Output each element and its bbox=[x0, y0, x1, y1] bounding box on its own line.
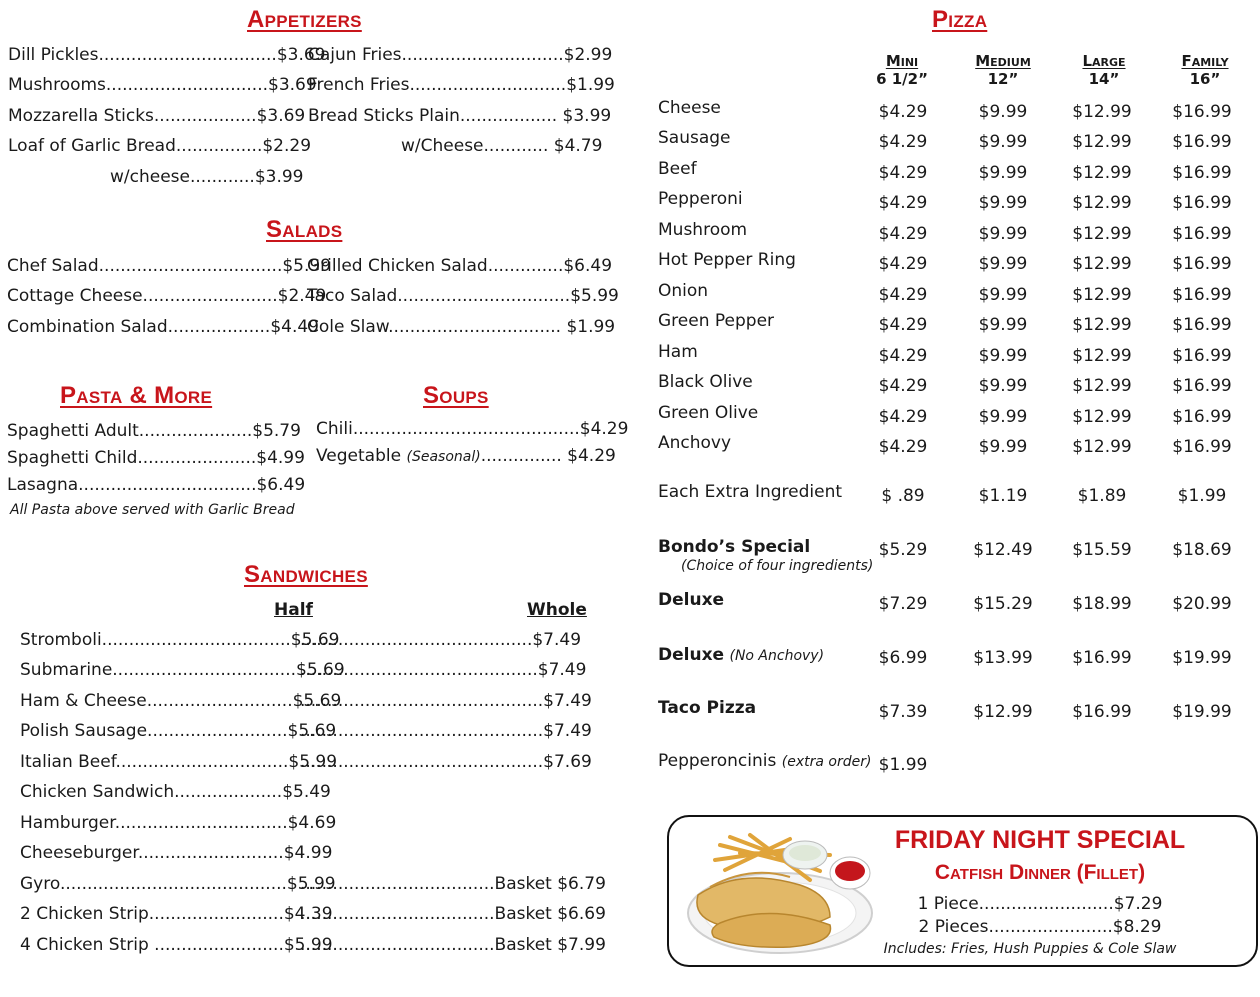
menu-item: Combination Salad...................$4.49 bbox=[7, 317, 319, 337]
size-name: Large bbox=[1082, 52, 1126, 70]
size-header-mini bbox=[852, 52, 952, 88]
price: $13.99 bbox=[973, 648, 1033, 668]
price: $12.99 bbox=[1072, 437, 1132, 457]
price: $15.59 bbox=[1072, 540, 1132, 560]
extra-ingredient-label: Each Extra Ingredient bbox=[658, 482, 843, 502]
price: $7.29 bbox=[878, 594, 928, 614]
price: $ .89 bbox=[881, 486, 925, 506]
item-note: (Seasonal) bbox=[406, 449, 481, 465]
price: $12.99 bbox=[1072, 254, 1132, 274]
item-note: (No Anchovy) bbox=[729, 648, 825, 664]
price: $4.29 bbox=[878, 437, 928, 457]
pizza-topping-name: Mushroom bbox=[658, 220, 748, 240]
sandwiches-heading: Sandwiches bbox=[244, 561, 368, 588]
price: $4.29 bbox=[878, 254, 928, 274]
item-name: Vegetable bbox=[316, 446, 407, 466]
pepperoncinis-label bbox=[658, 751, 871, 771]
price: $16.99 bbox=[1172, 102, 1232, 122]
bondo-special-label: Bondo’s Special bbox=[658, 537, 811, 557]
size-inches: 14” bbox=[1088, 70, 1120, 88]
sandwich-half: Ham & Cheese...........................$5.69 bbox=[20, 691, 342, 711]
size-inches: 16” bbox=[1189, 70, 1221, 88]
sandwich-whole: ....................................Basket $6.69 bbox=[300, 904, 606, 924]
menu-item: Chef Salad..................................$5.99 bbox=[7, 256, 332, 276]
price: $4.29 bbox=[878, 132, 928, 152]
price: $1.89 bbox=[1077, 486, 1127, 506]
price: $9.99 bbox=[978, 254, 1028, 274]
pasta-heading: Pasta & More bbox=[60, 382, 213, 409]
price: $12.99 bbox=[1072, 315, 1132, 335]
price: $16.99 bbox=[1172, 346, 1232, 366]
price: $9.99 bbox=[978, 285, 1028, 305]
price: $9.99 bbox=[978, 193, 1028, 213]
sandwich-half: Stromboli...................................$5.69 bbox=[20, 630, 340, 650]
special-title: FRIDAY NIGHT SPECIAL bbox=[894, 826, 1186, 854]
pizza-topping-name: Beef bbox=[658, 159, 697, 179]
menu-item: Mozzarella Sticks...................$3.69 bbox=[8, 106, 306, 126]
pizza-topping-name: Black Olive bbox=[658, 372, 753, 392]
price: $19.99 bbox=[1172, 648, 1232, 668]
price: $4.29 bbox=[878, 346, 928, 366]
pizza-topping-name: Ham bbox=[658, 342, 698, 362]
sandwich-half: Cheeseburger...........................$4.99 bbox=[20, 843, 333, 863]
price: $12.99 bbox=[1072, 407, 1132, 427]
price: $16.99 bbox=[1172, 163, 1232, 183]
price: $4.29 bbox=[878, 163, 928, 183]
pizza-topping-name: Anchovy bbox=[658, 433, 732, 453]
size-name: Family bbox=[1181, 52, 1229, 70]
price: $4.29 bbox=[878, 315, 928, 335]
menu-item: Lasagna.................................$6.49 bbox=[7, 475, 306, 495]
price: $9.99 bbox=[978, 224, 1028, 244]
price: $9.99 bbox=[978, 132, 1028, 152]
price: $5.29 bbox=[878, 540, 928, 560]
item-name: Pepperoncinis bbox=[658, 751, 782, 771]
menu-item: Spaghetti Adult.....................$5.79 bbox=[7, 421, 301, 441]
price: $4.29 bbox=[878, 285, 928, 305]
price: $12.99 bbox=[1072, 193, 1132, 213]
menu-item: Cole Slaw................................ $1.99 bbox=[307, 317, 616, 337]
special-two-pieces: 2 Pieces.......................$8.29 bbox=[918, 917, 1162, 937]
price: $12.99 bbox=[973, 702, 1033, 722]
size-name: Medium bbox=[975, 52, 1031, 70]
whole-column-header: Whole bbox=[527, 600, 587, 620]
price: $12.99 bbox=[1072, 346, 1132, 366]
menu-item: Dill Pickles.................................$3.69 bbox=[8, 45, 326, 65]
price: $9.99 bbox=[978, 376, 1028, 396]
price: $18.99 bbox=[1072, 594, 1132, 614]
price: $16.99 bbox=[1172, 376, 1232, 396]
appetizers-heading: Appetizers bbox=[247, 6, 362, 33]
price: $6.99 bbox=[878, 648, 928, 668]
sandwich-half: Hamburger................................$4.69 bbox=[20, 813, 337, 833]
sandwich-whole: ............................................$7.49 bbox=[300, 660, 587, 680]
price: $12.99 bbox=[1072, 102, 1132, 122]
sandwich-half: Italian Beef................................$5.99 bbox=[20, 752, 338, 772]
price: $16.99 bbox=[1172, 407, 1232, 427]
price: $12.49 bbox=[973, 540, 1033, 560]
price: $1.19 bbox=[978, 486, 1028, 506]
special-subtitle: Catfish Dinner (Fillet) bbox=[934, 861, 1146, 884]
price: $1.99 bbox=[1177, 486, 1227, 506]
size-inches: 12” bbox=[987, 70, 1019, 88]
pizza-topping-name: Green Olive bbox=[658, 403, 759, 423]
price: $19.99 bbox=[1172, 702, 1232, 722]
menu-item: Spaghetti Child......................$4.99 bbox=[7, 448, 305, 468]
price: $4.29 bbox=[878, 193, 928, 213]
size-header-medium bbox=[953, 52, 1053, 88]
sandwich-whole: .............................................$7.49 bbox=[300, 721, 592, 741]
menu-item: Mushrooms..............................$3.69 bbox=[8, 75, 317, 95]
sandwich-whole: .............................................$7.69 bbox=[300, 752, 592, 772]
price: $4.29 bbox=[878, 102, 928, 122]
pizza-heading: Pizza bbox=[932, 6, 988, 33]
menu-item: Chili..........................................$4.29 bbox=[316, 419, 629, 439]
half-column-header: Half bbox=[274, 600, 313, 620]
sandwich-whole: ....................................Basket $7.99 bbox=[300, 935, 606, 955]
sandwich-half: Gyro..........................................$5.99 bbox=[20, 874, 336, 894]
price: $16.99 bbox=[1072, 702, 1132, 722]
menu-item: w/cheese............$3.99 bbox=[110, 167, 304, 187]
menu-item bbox=[316, 446, 616, 466]
menu-item: French Fries.............................$1.99 bbox=[308, 75, 615, 95]
price: $16.99 bbox=[1072, 648, 1132, 668]
catfish-plate-icon bbox=[680, 825, 880, 957]
price: $7.39 bbox=[878, 702, 928, 722]
price: $12.99 bbox=[1072, 132, 1132, 152]
sandwich-half: 4 Chicken Strip ........................$5.99 bbox=[20, 935, 333, 955]
special-one-piece: 1 Piece.........................$7.29 bbox=[917, 894, 1163, 914]
price: $20.99 bbox=[1172, 594, 1232, 614]
menu-item: Bread Sticks Plain.................. $3.99 bbox=[308, 106, 612, 126]
item-price: ............... $4.29 bbox=[480, 446, 616, 466]
taco-pizza-label: Taco Pizza bbox=[658, 698, 757, 718]
price: $9.99 bbox=[978, 346, 1028, 366]
price: $12.99 bbox=[1072, 285, 1132, 305]
size-name: Mini bbox=[885, 52, 919, 70]
price: $9.99 bbox=[978, 315, 1028, 335]
price: $4.29 bbox=[878, 376, 928, 396]
sandwich-half: Polish Sausage..........................$5.69 bbox=[20, 721, 337, 741]
pizza-topping-name: Cheese bbox=[658, 98, 721, 118]
sandwich-half: 2 Chicken Strip.........................$4.39 bbox=[20, 904, 333, 924]
bondo-special-note: (Choice of four ingredients) bbox=[681, 558, 874, 574]
price: $4.29 bbox=[878, 407, 928, 427]
menu-item: Grilled Chicken Salad..............$6.49 bbox=[307, 256, 613, 276]
salads-heading: Salads bbox=[266, 216, 343, 243]
pizza-topping-name: Onion bbox=[658, 281, 709, 301]
price: $16.99 bbox=[1172, 254, 1232, 274]
price: $18.69 bbox=[1172, 540, 1232, 560]
size-header-family bbox=[1155, 52, 1255, 88]
sandwich-whole: ....................................Basket $6.79 bbox=[300, 874, 606, 894]
item-note: (extra order) bbox=[781, 754, 872, 770]
price: $12.99 bbox=[1072, 224, 1132, 244]
price: $16.99 bbox=[1172, 285, 1232, 305]
special-includes: Includes: Fries, Hush Puppies & Cole Slaw bbox=[883, 941, 1177, 957]
price: $16.99 bbox=[1172, 437, 1232, 457]
menu-item: Cajun Fries..............................$2.99 bbox=[308, 45, 613, 65]
sandwich-half: Chicken Sandwich....................$5.49 bbox=[20, 782, 331, 802]
soups-heading: Soups bbox=[423, 382, 489, 409]
price: $16.99 bbox=[1172, 224, 1232, 244]
item-name: Deluxe bbox=[658, 645, 725, 665]
sandwich-whole: .............................................$7.49 bbox=[300, 691, 592, 711]
menu-item: Loaf of Garlic Bread................$2.29 bbox=[8, 136, 312, 156]
deluxe-label: Deluxe bbox=[658, 590, 725, 610]
sandwich-whole: ...........................................$7.49 bbox=[300, 630, 582, 650]
price: $15.29 bbox=[973, 594, 1033, 614]
menu-item: w/Cheese............ $4.79 bbox=[401, 136, 603, 156]
pizza-topping-name: Hot Pepper Ring bbox=[658, 250, 796, 270]
price: $16.99 bbox=[1172, 132, 1232, 152]
pizza-topping-name: Green Pepper bbox=[658, 311, 775, 331]
deluxe-no-anchovy-label bbox=[658, 645, 824, 665]
size-inches: 6 1/2” bbox=[876, 70, 928, 88]
price: $16.99 bbox=[1172, 315, 1232, 335]
price: $12.99 bbox=[1072, 163, 1132, 183]
menu-item: Taco Salad................................$5.99 bbox=[307, 286, 619, 306]
price: $9.99 bbox=[978, 407, 1028, 427]
price: $16.99 bbox=[1172, 193, 1232, 213]
size-header-large bbox=[1054, 52, 1154, 88]
price: $9.99 bbox=[978, 437, 1028, 457]
pizza-topping-name: Sausage bbox=[658, 128, 731, 148]
price: $12.99 bbox=[1072, 376, 1132, 396]
price: $4.29 bbox=[878, 224, 928, 244]
price: $1.99 bbox=[878, 755, 928, 775]
sandwich-half: Submarine..................................$5.69 bbox=[20, 660, 345, 680]
pasta-note: All Pasta above served with Garlic Bread bbox=[10, 502, 295, 518]
price: $9.99 bbox=[978, 163, 1028, 183]
pizza-topping-name: Pepperoni bbox=[658, 189, 743, 209]
price: $9.99 bbox=[978, 102, 1028, 122]
menu-item: Cottage Cheese.........................$2.49 bbox=[7, 286, 327, 306]
